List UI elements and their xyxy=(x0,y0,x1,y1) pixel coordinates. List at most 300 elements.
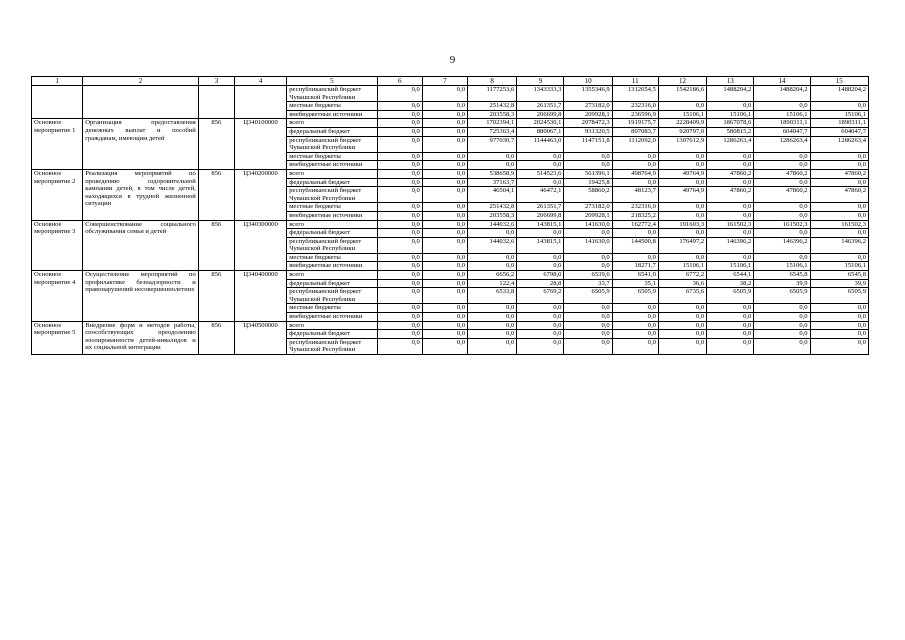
value-cell: 1177253,6 xyxy=(468,86,517,102)
value-cell: 0,0 xyxy=(754,152,810,161)
value-cell: 1890311,1 xyxy=(810,119,868,128)
value-cell: 1919175,7 xyxy=(612,119,658,128)
value-cell: 33,7 xyxy=(564,279,612,288)
name-cell xyxy=(83,86,199,119)
value-cell: 273182,0 xyxy=(564,203,612,212)
value-cell: 273182,0 xyxy=(564,102,612,111)
value-cell: 0,0 xyxy=(422,253,467,262)
table-row xyxy=(32,271,869,280)
value-cell: 0,0 xyxy=(377,161,422,170)
value-cell: 0,0 xyxy=(377,178,422,187)
value-cell: 0,0 xyxy=(564,321,612,330)
value-cell: 0,0 xyxy=(707,161,754,170)
value-cell: 1890311,1 xyxy=(754,119,810,128)
value-cell: 203558,3 xyxy=(468,211,517,220)
page-number: 9 xyxy=(449,54,456,66)
value-cell: 0,0 xyxy=(422,304,467,313)
funding-source: местные бюджеты xyxy=(287,102,377,111)
value-cell: 0,0 xyxy=(468,161,517,170)
value-cell: 191603,3 xyxy=(658,220,706,229)
value-cell: 6772,2 xyxy=(658,271,706,280)
value-cell: 47860,2 xyxy=(754,187,810,203)
grbs-code: 856 xyxy=(198,220,234,271)
value-cell: 261351,7 xyxy=(517,102,564,111)
value-cell: 161502,3 xyxy=(810,220,868,229)
value-cell: 18271,7 xyxy=(612,262,658,271)
event-name: Реализация мероприятий по проведению оздоровительной кампании детей, в том числе детей, находящихся в трудной жизненной ситуации xyxy=(83,169,199,220)
column-number: 12 xyxy=(658,77,706,86)
value-cell: 0,0 xyxy=(707,178,754,187)
value-cell: 0,0 xyxy=(810,178,868,187)
value-cell: 161502,3 xyxy=(707,220,754,229)
value-cell: 15106,1 xyxy=(707,262,754,271)
value-cell: 0,0 xyxy=(754,229,810,238)
value-cell: 0,0 xyxy=(564,161,612,170)
value-cell: 0,0 xyxy=(517,262,564,271)
funding-source: республиканский бюджет Чувашской Республики xyxy=(287,86,377,102)
funding-source: республиканский бюджет Чувашской Республики xyxy=(287,288,377,304)
value-cell: 0,0 xyxy=(377,86,422,102)
value-cell: 6735,6 xyxy=(658,288,706,304)
value-cell: 1112092,0 xyxy=(612,136,658,152)
value-cell: 162772,4 xyxy=(612,220,658,229)
funding-source: местные бюджеты xyxy=(287,152,377,161)
value-cell: 0,0 xyxy=(612,178,658,187)
value-cell: 218325,2 xyxy=(612,211,658,220)
value-cell: 0,0 xyxy=(517,161,564,170)
value-cell: 1867078,6 xyxy=(707,119,754,128)
value-cell: 0,0 xyxy=(658,152,706,161)
value-cell: 0,0 xyxy=(810,152,868,161)
value-cell: 0,0 xyxy=(754,330,810,339)
header-row xyxy=(32,77,869,86)
value-cell: 0,0 xyxy=(810,304,868,313)
value-cell: 0,0 xyxy=(517,253,564,262)
event-label: Основное мероприятие 2 xyxy=(32,169,83,220)
value-cell: 144032,6 xyxy=(468,220,517,229)
value-cell: 141630,0 xyxy=(564,220,612,229)
value-cell: 0,0 xyxy=(377,313,422,322)
value-cell: 0,0 xyxy=(707,211,754,220)
value-cell: 0,0 xyxy=(754,178,810,187)
value-cell: 0,0 xyxy=(754,253,810,262)
value-cell: 6769,2 xyxy=(517,288,564,304)
value-cell: 0,0 xyxy=(564,338,612,354)
value-cell: 0,0 xyxy=(612,313,658,322)
value-cell: 0,0 xyxy=(517,338,564,354)
table-row xyxy=(32,119,869,128)
value-cell: 0,0 xyxy=(422,330,467,339)
funding-source: местные бюджеты xyxy=(287,203,377,212)
value-cell: 0,0 xyxy=(612,330,658,339)
value-cell: 144032,6 xyxy=(468,237,517,253)
funding-source: федеральный бюджет xyxy=(287,127,377,136)
funding-source: республиканский бюджет Чувашской Республики xyxy=(287,187,377,203)
value-cell: 0,0 xyxy=(517,229,564,238)
value-cell: 0,0 xyxy=(707,338,754,354)
value-cell: 0,0 xyxy=(810,211,868,220)
value-cell: 580815,2 xyxy=(707,127,754,136)
value-cell: 0,0 xyxy=(564,262,612,271)
value-cell: 0,0 xyxy=(517,313,564,322)
value-cell: 49764,9 xyxy=(658,187,706,203)
column-number: 8 xyxy=(468,77,517,86)
value-cell: 1355346,9 xyxy=(564,86,612,102)
value-cell: 0,0 xyxy=(707,330,754,339)
value-cell: 0,0 xyxy=(422,271,467,280)
event-label: Основное мероприятие 5 xyxy=(32,321,83,354)
value-cell: 6505,9 xyxy=(754,288,810,304)
column-number: 9 xyxy=(517,77,564,86)
value-cell: 0,0 xyxy=(658,229,706,238)
value-cell: 0,0 xyxy=(517,304,564,313)
funding-source: местные бюджеты xyxy=(287,304,377,313)
value-cell: 251432,8 xyxy=(468,203,517,212)
value-cell: 0,0 xyxy=(658,330,706,339)
value-cell: 0,0 xyxy=(422,237,467,253)
value-cell: 38,2 xyxy=(707,279,754,288)
value-cell: 47860,2 xyxy=(810,169,868,178)
value-cell: 0,0 xyxy=(810,253,868,262)
column-number: 2 xyxy=(83,77,199,86)
value-cell: 725363,4 xyxy=(468,127,517,136)
budget-code: Ц340400000 xyxy=(234,271,286,322)
value-cell: 0,0 xyxy=(810,338,868,354)
value-cell: 0,0 xyxy=(810,321,868,330)
value-cell: 0,0 xyxy=(377,262,422,271)
value-cell: 880067,1 xyxy=(517,127,564,136)
value-cell: 1147151,8 xyxy=(564,136,612,152)
value-cell: 0,0 xyxy=(754,161,810,170)
value-cell: 0,0 xyxy=(422,169,467,178)
value-cell: 0,0 xyxy=(658,321,706,330)
funding-source: местные бюджеты xyxy=(287,253,377,262)
value-cell: 232316,0 xyxy=(612,203,658,212)
value-cell: 6539,6 xyxy=(564,271,612,280)
value-cell: 0,0 xyxy=(754,211,810,220)
event-name: Осуществление мероприятий по профилактике безнадзорности и правонарушений несовершеннолетних xyxy=(83,271,199,322)
value-cell: 0,0 xyxy=(468,262,517,271)
value-cell: 1488204,2 xyxy=(810,86,868,102)
value-cell: 0,0 xyxy=(612,229,658,238)
value-cell: 146396,2 xyxy=(707,237,754,253)
value-cell: 0,0 xyxy=(422,321,467,330)
value-cell: 0,0 xyxy=(422,127,467,136)
value-cell: 0,0 xyxy=(564,304,612,313)
value-cell: 47860,2 xyxy=(707,187,754,203)
value-cell: 0,0 xyxy=(517,330,564,339)
value-cell: 0,0 xyxy=(658,304,706,313)
value-cell: 0,0 xyxy=(422,279,467,288)
value-cell: 0,0 xyxy=(377,237,422,253)
value-cell: 0,0 xyxy=(658,211,706,220)
value-cell: 0,0 xyxy=(422,220,467,229)
value-cell: 0,0 xyxy=(377,203,422,212)
value-cell: 15106,1 xyxy=(658,262,706,271)
value-cell: 0,0 xyxy=(468,229,517,238)
value-cell: 15106,1 xyxy=(754,262,810,271)
value-cell: 0,0 xyxy=(377,119,422,128)
value-cell: 0,0 xyxy=(658,203,706,212)
value-cell: 15106,1 xyxy=(754,110,810,119)
value-cell: 47860,2 xyxy=(810,187,868,203)
value-cell: 0,0 xyxy=(564,313,612,322)
value-cell: 0,0 xyxy=(612,304,658,313)
funding-source: всего xyxy=(287,119,377,128)
value-cell: 0,0 xyxy=(564,229,612,238)
value-cell: 1702394,1 xyxy=(468,119,517,128)
value-cell: 0,0 xyxy=(377,220,422,229)
value-cell: 0,0 xyxy=(612,152,658,161)
value-cell: 0,0 xyxy=(377,229,422,238)
value-cell: 1312654,5 xyxy=(612,86,658,102)
value-cell: 0,0 xyxy=(468,321,517,330)
value-cell: 1307612,9 xyxy=(658,136,706,152)
value-cell: 37163,7 xyxy=(468,178,517,187)
value-cell: 35,1 xyxy=(612,279,658,288)
value-cell: 0,0 xyxy=(707,102,754,111)
value-cell: 6505,9 xyxy=(612,288,658,304)
value-cell: 2078472,3 xyxy=(564,119,612,128)
column-number: 3 xyxy=(198,77,234,86)
value-cell: 0,0 xyxy=(377,102,422,111)
value-cell: 0,0 xyxy=(422,187,467,203)
event-label: Основное мероприятие 1 xyxy=(32,119,83,170)
value-cell: 6545,8 xyxy=(754,271,810,280)
value-cell: 49764,9 xyxy=(658,169,706,178)
event-name: Внедрение форм и методов работы, способствующих преодолению изолированности детей-инвалидов и их социальной интеграции xyxy=(83,321,199,354)
value-cell: 28,8 xyxy=(517,279,564,288)
value-cell: 1144463,0 xyxy=(517,136,564,152)
funding-source: республиканский бюджет Чувашской Республики xyxy=(287,338,377,354)
value-cell: 6541,0 xyxy=(612,271,658,280)
table-row xyxy=(32,86,869,102)
column-number: 11 xyxy=(612,77,658,86)
value-cell: 604047,7 xyxy=(810,127,868,136)
value-cell: 0,0 xyxy=(810,102,868,111)
value-cell: 261351,7 xyxy=(517,203,564,212)
funding-source: внебюджетные источники xyxy=(287,211,377,220)
table-row xyxy=(32,321,869,330)
value-cell: 0,0 xyxy=(564,253,612,262)
value-cell: 514523,6 xyxy=(517,169,564,178)
value-cell: 0,0 xyxy=(754,338,810,354)
value-cell: 232316,0 xyxy=(612,102,658,111)
value-cell: 0,0 xyxy=(422,211,467,220)
funding-source: всего xyxy=(287,220,377,229)
value-cell: 6505,9 xyxy=(810,288,868,304)
value-cell: 604047,7 xyxy=(754,127,810,136)
value-cell: 0,0 xyxy=(707,229,754,238)
value-cell: 46472,1 xyxy=(517,187,564,203)
value-cell: 0,0 xyxy=(707,203,754,212)
value-cell: 920797,0 xyxy=(658,127,706,136)
value-cell: 143815,1 xyxy=(517,237,564,253)
value-cell: 0,0 xyxy=(612,338,658,354)
value-cell: 251432,8 xyxy=(468,102,517,111)
value-cell: 0,0 xyxy=(468,338,517,354)
value-cell: 0,0 xyxy=(377,187,422,203)
funding-source: внебюджетные источники xyxy=(287,161,377,170)
funding-source: республиканский бюджет Чувашской Республики xyxy=(287,136,377,152)
funding-source: федеральный бюджет xyxy=(287,279,377,288)
value-cell: 0,0 xyxy=(707,152,754,161)
value-cell: 0,0 xyxy=(377,127,422,136)
value-cell: 0,0 xyxy=(422,161,467,170)
value-cell: 209928,1 xyxy=(564,211,612,220)
value-cell: 2024530,1 xyxy=(517,119,564,128)
value-cell: 0,0 xyxy=(377,279,422,288)
value-cell: 0,0 xyxy=(377,304,422,313)
column-number: 5 xyxy=(287,77,377,86)
value-cell: 0,0 xyxy=(707,253,754,262)
funding-source: республиканский бюджет Чувашской Республики xyxy=(287,237,377,253)
value-cell: 0,0 xyxy=(810,330,868,339)
value-cell: 1286263,4 xyxy=(707,136,754,152)
budget-code: Ц340200000 xyxy=(234,169,286,220)
value-cell: 0,0 xyxy=(468,313,517,322)
column-number: 10 xyxy=(564,77,612,86)
value-cell: 15106,1 xyxy=(658,110,706,119)
budget-code: Ц340500000 xyxy=(234,321,286,354)
value-cell: 0,0 xyxy=(468,152,517,161)
value-cell: 0,0 xyxy=(754,321,810,330)
value-cell: 0,0 xyxy=(377,288,422,304)
value-cell: 0,0 xyxy=(377,330,422,339)
value-cell: 203558,3 xyxy=(468,110,517,119)
value-cell: 0,0 xyxy=(422,86,467,102)
value-cell: 0,0 xyxy=(754,304,810,313)
value-cell: 141630,0 xyxy=(564,237,612,253)
value-cell: 143815,1 xyxy=(517,220,564,229)
value-cell: 1542186,6 xyxy=(658,86,706,102)
value-cell: 0,0 xyxy=(754,203,810,212)
grbs-code: 856 xyxy=(198,321,234,354)
value-cell: 0,0 xyxy=(422,338,467,354)
value-cell: 1286263,4 xyxy=(810,136,868,152)
value-cell: 0,0 xyxy=(658,313,706,322)
funding-source: всего xyxy=(287,321,377,330)
value-cell: 0,0 xyxy=(658,161,706,170)
value-cell: 498764,9 xyxy=(612,169,658,178)
funding-source: внебюджетные источники xyxy=(287,262,377,271)
value-cell: 0,0 xyxy=(377,110,422,119)
value-cell: 0,0 xyxy=(810,229,868,238)
event-label: Основное мероприятие 4 xyxy=(32,271,83,322)
funding-source: федеральный бюджет xyxy=(287,178,377,187)
funding-source: внебюджетные источники xyxy=(287,313,377,322)
value-cell: 0,0 xyxy=(754,102,810,111)
funding-source: внебюджетные источники xyxy=(287,110,377,119)
table-row xyxy=(32,220,869,229)
value-cell: 176497,2 xyxy=(658,237,706,253)
value-cell: 0,0 xyxy=(810,161,868,170)
value-cell: 0,0 xyxy=(564,152,612,161)
value-cell: 15106,1 xyxy=(707,110,754,119)
value-cell: 144500,8 xyxy=(612,237,658,253)
funding-source: всего xyxy=(287,271,377,280)
value-cell: 206699,8 xyxy=(517,211,564,220)
value-cell: 6656,2 xyxy=(468,271,517,280)
value-cell: 0,0 xyxy=(754,313,810,322)
value-cell: 209928,1 xyxy=(564,110,612,119)
value-cell: 0,0 xyxy=(422,152,467,161)
value-cell: 0,0 xyxy=(612,321,658,330)
column-number: 13 xyxy=(707,77,754,86)
grbs-code: 856 xyxy=(198,271,234,322)
value-cell: 0,0 xyxy=(468,253,517,262)
value-cell: 146396,2 xyxy=(754,237,810,253)
value-cell: 0,0 xyxy=(564,330,612,339)
column-number: 14 xyxy=(754,77,810,86)
value-cell: 0,0 xyxy=(517,321,564,330)
value-cell: 0,0 xyxy=(422,229,467,238)
grbs-code: 856 xyxy=(198,169,234,220)
value-cell: 122,4 xyxy=(468,279,517,288)
value-cell: 0,0 xyxy=(422,203,467,212)
label-cell xyxy=(32,86,83,119)
table-row xyxy=(32,169,869,178)
value-cell: 1343333,3 xyxy=(517,86,564,102)
value-cell: 0,0 xyxy=(422,313,467,322)
value-cell: 561396,1 xyxy=(564,169,612,178)
value-cell: 0,0 xyxy=(707,321,754,330)
event-label: Основное мероприятие 3 xyxy=(32,220,83,271)
value-cell: 0,0 xyxy=(612,253,658,262)
value-cell: 46504,1 xyxy=(468,187,517,203)
value-cell: 1488204,2 xyxy=(707,86,754,102)
value-cell: 0,0 xyxy=(422,119,467,128)
value-cell: 0,0 xyxy=(517,178,564,187)
column-number: 1 xyxy=(32,77,83,86)
value-cell: 0,0 xyxy=(377,338,422,354)
value-cell: 47860,2 xyxy=(754,169,810,178)
funding-source: всего xyxy=(287,169,377,178)
value-cell: 161502,3 xyxy=(754,220,810,229)
value-cell: 0,0 xyxy=(810,313,868,322)
value-cell: 0,0 xyxy=(658,338,706,354)
value-cell: 0,0 xyxy=(810,203,868,212)
value-cell: 807083,7 xyxy=(612,127,658,136)
value-cell: 47860,2 xyxy=(707,169,754,178)
value-cell: 36,6 xyxy=(658,279,706,288)
value-cell: 0,0 xyxy=(658,178,706,187)
value-cell: 0,0 xyxy=(377,169,422,178)
value-cell: 6544,1 xyxy=(707,271,754,280)
value-cell: 931320,5 xyxy=(564,127,612,136)
value-cell: 0,0 xyxy=(468,304,517,313)
value-cell: 0,0 xyxy=(707,313,754,322)
value-cell: 0,0 xyxy=(658,102,706,111)
value-cell: 0,0 xyxy=(658,253,706,262)
value-cell: 0,0 xyxy=(422,288,467,304)
code-cell xyxy=(234,86,286,119)
budget-code: Ц340300000 xyxy=(234,220,286,271)
value-cell: 39,9 xyxy=(754,279,810,288)
value-cell: 0,0 xyxy=(377,271,422,280)
value-cell: 0,0 xyxy=(377,211,422,220)
budget-code: Ц340100000 xyxy=(234,119,286,170)
grbs-code: 856 xyxy=(198,119,234,170)
value-cell: 0,0 xyxy=(422,136,467,152)
value-cell: 0,0 xyxy=(422,102,467,111)
column-number: 15 xyxy=(810,77,868,86)
value-cell: 0,0 xyxy=(377,321,422,330)
value-cell: 48123,7 xyxy=(612,187,658,203)
value-cell: 236596,9 xyxy=(612,110,658,119)
value-cell: 0,0 xyxy=(468,330,517,339)
grbs-cell xyxy=(198,86,234,119)
